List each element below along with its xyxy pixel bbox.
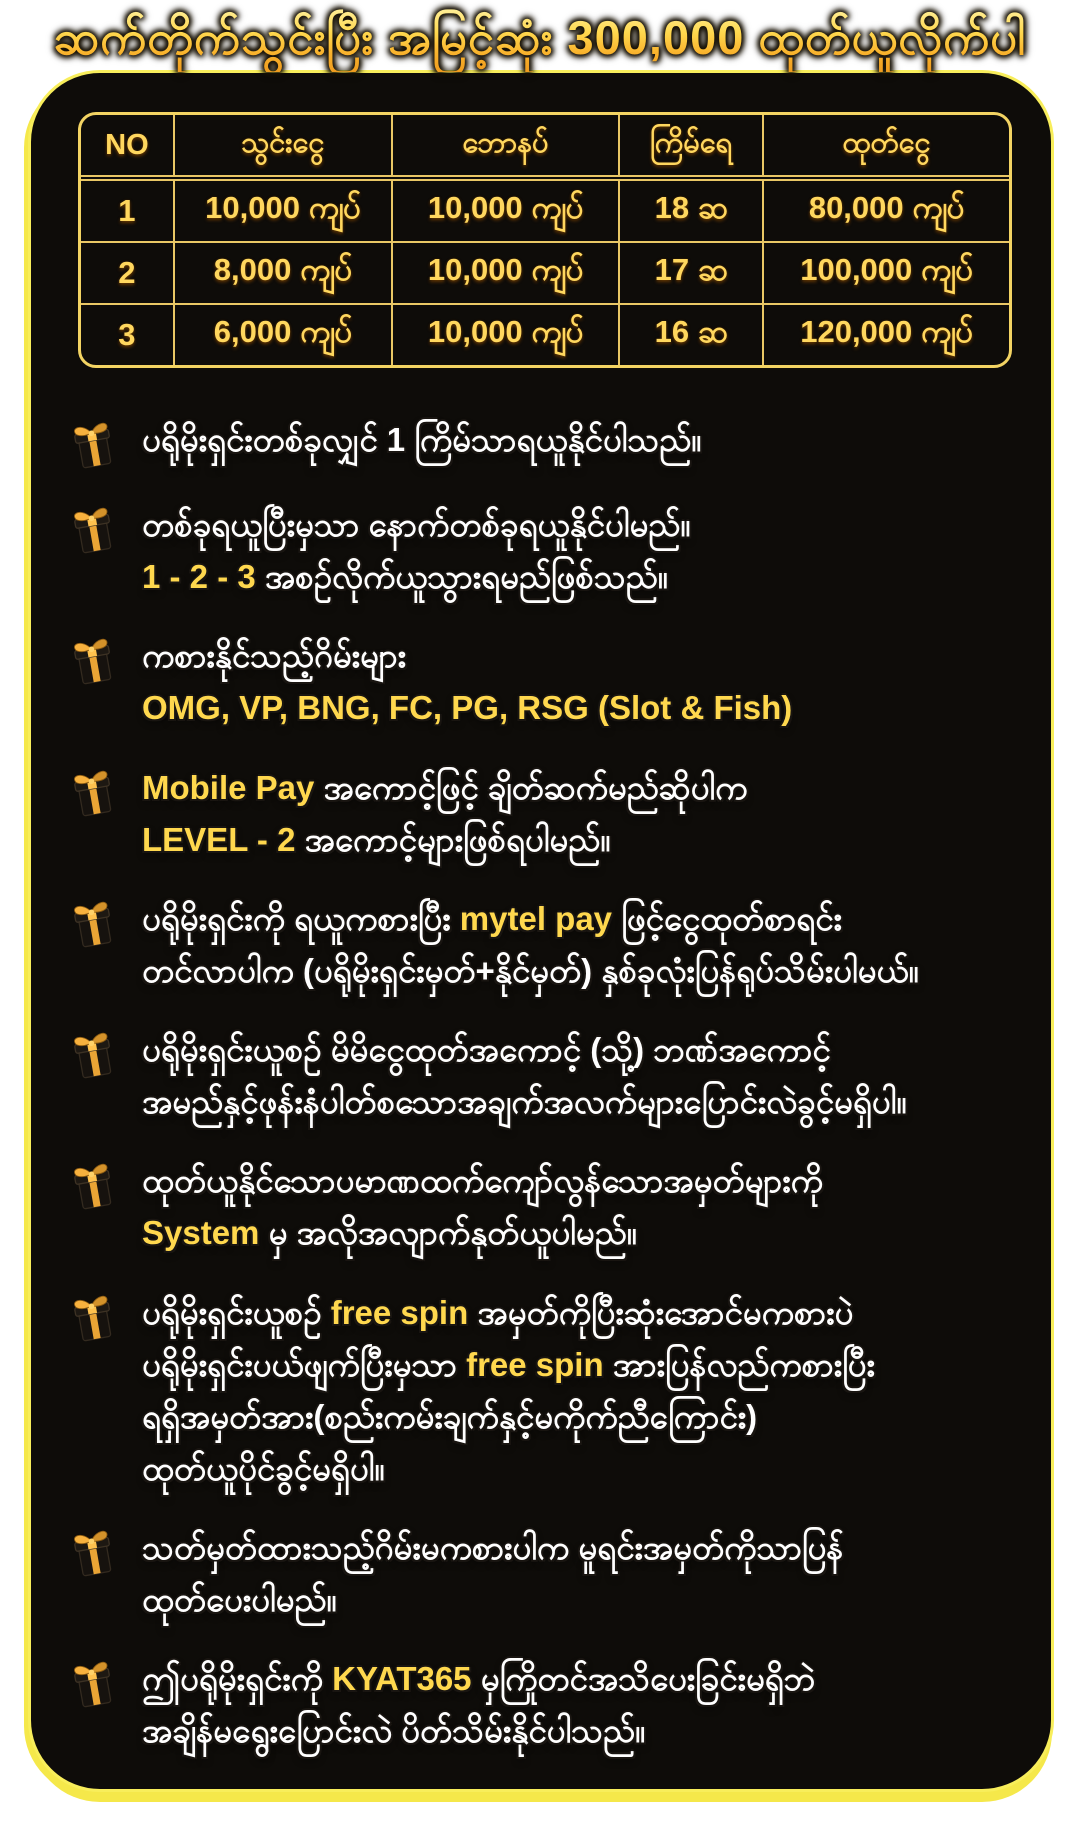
list-item <box>66 1024 1026 1128</box>
rule-plain-text: ပရိုမိုးရှင်းကို ရယူကစားပြီး <box>142 899 460 937</box>
table-cell-value: 16 ဆ <box>654 314 728 349</box>
rule-line <box>142 893 1026 945</box>
bonus-table <box>81 115 1009 365</box>
list-item <box>66 499 1026 603</box>
table-cell-value: 10,000 ကျပ် <box>427 314 584 349</box>
rule-plain-text: တစ်ခုရယူပြီးမှသာ နောက်တစ်ခုရယူနိုင်ပါမည်။ <box>142 506 691 543</box>
rule-line <box>142 1705 1026 1757</box>
gift-icon <box>66 1026 122 1082</box>
bonus-table-container <box>78 112 1012 368</box>
rule-line <box>142 499 1026 551</box>
table-cell-value: 8,000 ကျပ် <box>213 252 352 287</box>
rule-plain-text: ထုတ်ပေးပါမည်။ <box>142 1581 337 1619</box>
table-cell <box>392 178 619 242</box>
gift-icon <box>66 1157 122 1213</box>
rule-plain-text: ပရိုမိုးရှင်းပယ်ဖျက်ပြီးမှသာ <box>142 1345 467 1383</box>
rule-text <box>142 762 1026 866</box>
rule-plain-text: အကောင့်များဖြစ်ရပါမည်။ <box>295 820 611 858</box>
page-title: ဆက်တိုက်သွင်းပြီး အမြင့်ဆုံး 300,000 ထုတ်ယူလိုက်ပါ <box>54 4 1026 72</box>
rule-plain-text: ထုတ်ယူပိုင်ခွင့်မရှိပါ။ <box>142 1449 385 1487</box>
rule-plain-text: အမည်နှင့်ဖုန်းနံပါတ်စသောအချက်အလက်များပြောင်းလဲခွင့်မရှိပါ။ <box>142 1083 907 1121</box>
rule-highlight-text: OMG, VP, BNG, FC, PG, RSG (Slot & Fish) <box>142 689 793 727</box>
rule-highlight-text: mytel pay <box>459 899 613 937</box>
rule-text <box>142 1024 1026 1128</box>
table-cell-value: 10,000 ကျပ် <box>427 190 584 225</box>
rule-line <box>142 1391 1026 1443</box>
rule-plain-text: ကစားနိုင်သည့်ဂိမ်းများ <box>142 637 407 675</box>
table-row <box>81 304 1009 365</box>
table-cell-value: 120,000 ကျပ် <box>800 314 973 349</box>
column-header <box>392 115 619 178</box>
table-cell <box>763 178 1009 242</box>
column-header <box>763 115 1009 178</box>
table-cell <box>763 304 1009 365</box>
rule-text <box>142 1155 1026 1259</box>
table-row <box>81 242 1009 304</box>
rule-plain-text: မှကြိုတင်အသိပေးခြင်းမရှိဘဲ <box>471 1660 816 1698</box>
table-cell-value: 17 ဆ <box>654 252 728 287</box>
rule-highlight-text: free spin <box>330 1293 469 1331</box>
table-cell <box>619 304 763 365</box>
rule-line <box>142 1207 1026 1259</box>
rule-plain-text: အကောင့်ဖြင့် ချိတ်ဆက်မည်ဆိုပါက <box>314 768 748 806</box>
rule-plain-text: ပရိုမိုးရှင်းတစ်ခုလျှင် 1 ကြိမ်သာရယူနိုင်ပါသည်။ <box>142 421 702 458</box>
rule-line <box>142 1522 1026 1574</box>
rule-plain-text: ရရှိအမှတ်အား(စည်းကမ်းချက်နှင့်မကိုက်ညီကြောင်း) <box>142 1397 758 1435</box>
rule-plain-text: မှ အလိုအလျာက်နုတ်ယူပါမည်။ <box>259 1214 637 1252</box>
rule-plain-text: အမှတ်ကိုပြီးဆုံးအောင်မကစားပဲ <box>468 1293 854 1331</box>
gift-icon <box>66 1524 122 1580</box>
rule-line <box>142 1653 1026 1705</box>
list-item <box>66 414 1026 472</box>
rule-line <box>142 1155 1026 1207</box>
rule-plain-text: အားပြန်လည်ကစားပြီး <box>603 1345 875 1383</box>
rule-plain-text: ထုတ်ယူနိုင်သောပမာဏထက်ကျော်လွန်သောအမှတ်များကို <box>142 1162 823 1200</box>
list-item <box>66 1522 1026 1626</box>
column-header <box>81 115 174 178</box>
rule-text <box>142 1287 1026 1496</box>
table-cell-value: 3 <box>118 317 136 352</box>
table-cell-value: 80,000 ကျပ် <box>808 190 965 225</box>
list-item <box>66 893 1026 997</box>
rule-line <box>142 762 1026 814</box>
table-cell <box>763 242 1009 304</box>
rule-text <box>142 414 1026 466</box>
table-cell-value: 10,000 ကျပ် <box>205 190 361 225</box>
rule-line <box>142 1443 1026 1495</box>
column-header-label: ဘောနပ် <box>462 126 549 159</box>
table-cell <box>81 178 174 242</box>
list-item <box>66 1287 1026 1496</box>
gift-icon <box>66 501 122 557</box>
gift-icon <box>66 1289 122 1345</box>
table-cell <box>392 304 619 365</box>
table-cell-value: 100,000 ကျပ် <box>800 252 973 287</box>
table-cell-value: 2 <box>118 255 136 290</box>
rule-text <box>142 1653 1026 1757</box>
rule-text <box>142 893 1026 997</box>
gift-icon <box>66 632 122 688</box>
table-cell <box>174 304 392 365</box>
table-cell <box>81 242 174 304</box>
rule-highlight-text: Mobile Pay <box>142 768 315 806</box>
rule-text <box>142 630 1026 734</box>
rule-line <box>142 1339 1026 1391</box>
rule-highlight-text: 1 - 2 - 3 <box>142 558 256 596</box>
table-cell <box>174 178 392 242</box>
rule-line <box>142 1024 1026 1076</box>
rule-highlight-text: LEVEL - 2 <box>142 820 296 858</box>
table-cell-value: 10,000 ကျပ် <box>427 252 584 287</box>
rule-plain-text: တင်လာပါက (ပရိုမိုးရှင်းမှတ်+နိုင်မှတ်) နှစ်ခုလုံးပြန်ရုပ်သိမ်းပါမယ်။ <box>142 951 919 989</box>
rule-plain-text: ဖြင့်ငွေထုတ်စာရင်း <box>612 899 842 937</box>
table-cell <box>174 242 392 304</box>
rule-text <box>142 1522 1026 1626</box>
rule-plain-text: ပရိုမိုးရှင်းယူစဉ် <box>142 1293 331 1331</box>
table-cell-value: 18 ဆ <box>654 190 728 225</box>
rule-line <box>142 630 1026 682</box>
table-header-row <box>81 115 1009 178</box>
bonus-table-body <box>81 178 1009 365</box>
rule-plain-text: အစဉ်လိုက်ယူသွားရမည်ဖြစ်သည်။ <box>255 558 668 596</box>
rule-line <box>142 1076 1026 1128</box>
rule-highlight-text: System <box>142 1214 260 1252</box>
column-header-label: ထုတ်ငွေ <box>842 126 931 159</box>
rule-line <box>142 1287 1026 1339</box>
rule-line <box>142 814 1026 866</box>
rule-plain-text: ဤပရိုမိုးရှင်းကို <box>142 1660 333 1698</box>
list-item <box>66 630 1026 734</box>
rule-line <box>142 682 1026 734</box>
rule-line <box>142 551 1026 603</box>
bonus-table-header <box>81 115 1009 178</box>
table-cell-value: 6,000 ကျပ် <box>213 314 352 349</box>
list-item <box>66 762 1026 866</box>
rule-line <box>142 414 1026 466</box>
gift-icon <box>66 1655 122 1711</box>
column-header-label: ကြိမ်ရေ <box>650 126 733 159</box>
gift-icon <box>66 895 122 951</box>
table-cell <box>392 242 619 304</box>
rule-plain-text: ပရိုမိုးရှင်းယူစဉ် မိမိငွေထုတ်အကောင့် (သို့) ဘဏ်အကောင့် <box>142 1031 831 1068</box>
table-cell <box>81 304 174 365</box>
rule-line <box>142 945 1026 997</box>
rules-list <box>66 414 1026 1758</box>
table-row <box>81 178 1009 242</box>
rule-text <box>142 499 1026 603</box>
rule-line <box>142 1574 1026 1626</box>
table-cell <box>619 178 763 242</box>
table-cell-value: 1 <box>118 193 136 228</box>
column-header <box>619 115 763 178</box>
list-item <box>66 1155 1026 1259</box>
rule-highlight-text: free spin <box>466 1345 604 1383</box>
rule-plain-text: အချိန်မရွေးပြောင်းလဲ ပိတ်သိမ်းနိုင်ပါသည်။ <box>142 1712 645 1750</box>
column-header <box>174 115 392 178</box>
column-header-label: သွင်းငွေ <box>241 126 325 159</box>
gift-icon <box>66 416 122 472</box>
column-header-label: NO <box>105 128 149 161</box>
table-cell <box>619 242 763 304</box>
rule-highlight-text: KYAT365 <box>332 1660 472 1698</box>
list-item <box>66 1653 1026 1757</box>
gift-icon <box>66 764 122 820</box>
rule-plain-text: သတ်မှတ်ထားသည့်ဂိမ်းမကစားပါက မူရင်းအမှတ်ကိုသာပြန် <box>142 1529 844 1566</box>
banner <box>0 4 1080 72</box>
